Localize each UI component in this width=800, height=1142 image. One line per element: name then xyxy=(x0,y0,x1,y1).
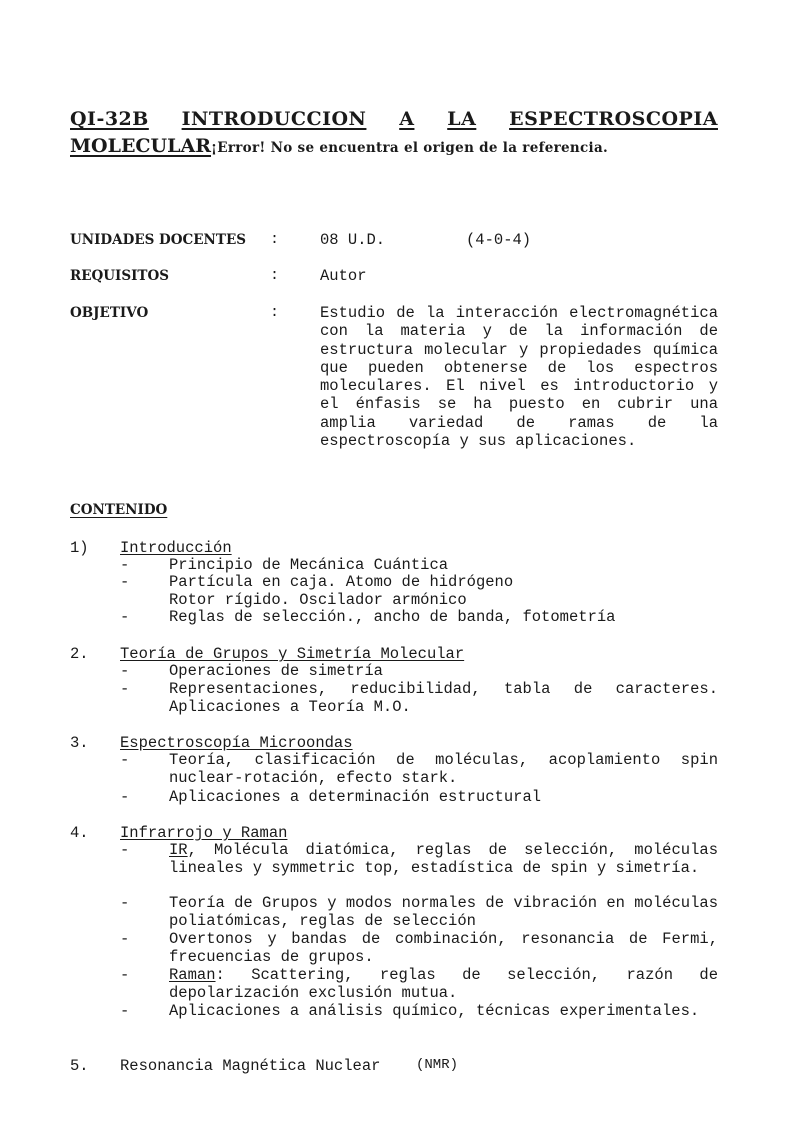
list-item xyxy=(169,966,718,1002)
bullet-dash: - xyxy=(120,841,130,859)
section-number: 5. xyxy=(70,1057,89,1075)
bullet-dash: - xyxy=(120,751,130,769)
section-title: Resonancia Magnética Nuclear xyxy=(120,1057,381,1075)
list-item: Aplicaciones a análisis químico, técnicas experimentales. xyxy=(169,1002,700,1020)
colon: : xyxy=(270,231,280,248)
bullet-dash: - xyxy=(120,680,130,698)
list-item: Partícula en caja. Atomo de hidrógeno xyxy=(169,573,514,591)
bullet-dash: - xyxy=(120,966,130,984)
section-title: Espectroscopía Microondas xyxy=(120,734,353,752)
section-number: 4. xyxy=(70,824,89,842)
list-item: Overtonos y bandas de combinación, resonancia de Fermi, frecuencias de grupos. xyxy=(169,930,718,966)
list-item xyxy=(169,841,718,877)
reference-error: ¡Error! No se encuentra el origen de la referencia. xyxy=(211,140,608,156)
bullet-dash: - xyxy=(120,608,130,626)
title-word: INTRODUCCION xyxy=(181,108,367,130)
list-item: Operaciones de simetría xyxy=(169,662,383,680)
list-item: Aplicaciones a Teoría M.O. xyxy=(169,698,411,716)
section-title-suffix: (NMR) xyxy=(416,1057,459,1073)
bullet-dash: - xyxy=(120,788,130,806)
list-item: Principio de Mecánica Cuántica xyxy=(169,556,449,574)
requisitos-value: Autor xyxy=(320,267,367,285)
document-title-line2 xyxy=(70,135,718,157)
unidades-hours: (4-0-4) xyxy=(466,231,532,249)
list-item: Rotor rígido. Oscilador armónico xyxy=(169,591,467,609)
section-title: Infrarrojo y Raman xyxy=(120,824,288,842)
raman-label: Raman xyxy=(169,966,216,984)
list-item: Teoría, clasificación de moléculas, acoplamiento spin nuclear-rotación, efecto stark. xyxy=(169,751,718,787)
list-item-text: : Scattering, reglas de selección, razón de depolarización exclusión mutua. xyxy=(169,966,718,1002)
list-item: Teoría de Grupos y modos normales de vibración en moléculas poliatómicas, reglas de selección xyxy=(169,894,718,930)
list-item: Aplicaciones a determinación estructural xyxy=(169,788,542,806)
list-item: Reglas de selección., ancho de banda, fotometría xyxy=(169,608,616,626)
colon: : xyxy=(270,267,280,284)
bullet-dash: - xyxy=(120,894,130,912)
section-number: 2. xyxy=(70,645,89,663)
title-word: LA xyxy=(447,108,477,130)
objetivo-label: OBJETIVO xyxy=(70,305,149,321)
title-word: A xyxy=(399,108,415,130)
list-item: Representaciones, reducibilidad, tabla de caracteres. xyxy=(169,680,718,698)
list-item-text: , Molécula diatómica, reglas de selección, moléculas lineales y symmetric top, estadística de spin y simetría. xyxy=(169,841,718,877)
requisitos-label: REQUISITOS xyxy=(70,268,169,284)
course-code: QI-32B xyxy=(70,108,149,130)
section-number: 3. xyxy=(70,734,89,752)
objetivo-text: Estudio de la interacción electromagnética con la materia y de la información de estructura molecular y propiedades química que pueden obtenerse de los espectros moleculares. El nivel es introductorio y el énfasis se ha puesto en cubrir una amplia variedad de ramas de la espectroscopía y sus aplicaciones. xyxy=(320,304,718,451)
colon: : xyxy=(270,304,280,321)
bullet-dash: - xyxy=(120,573,130,591)
unidades-label: UNIDADES DOCENTES xyxy=(70,232,246,248)
bullet-dash: - xyxy=(120,1002,130,1020)
title-word: ESPECTROSCOPIA xyxy=(509,108,718,130)
bullet-dash: - xyxy=(120,556,130,574)
document-title xyxy=(70,108,718,130)
section-title: Teoría de Grupos y Simetría Molecular xyxy=(120,645,465,663)
contenido-heading: CONTENIDO xyxy=(70,502,168,518)
section-title: Introducción xyxy=(120,539,232,557)
bullet-dash: - xyxy=(120,662,130,680)
ir-label: IR xyxy=(169,841,188,859)
section-number: 1) xyxy=(70,539,89,557)
title-word: MOLECULAR xyxy=(70,135,212,157)
bullet-dash: - xyxy=(120,930,130,948)
unidades-value: 08 U.D. xyxy=(320,231,386,249)
